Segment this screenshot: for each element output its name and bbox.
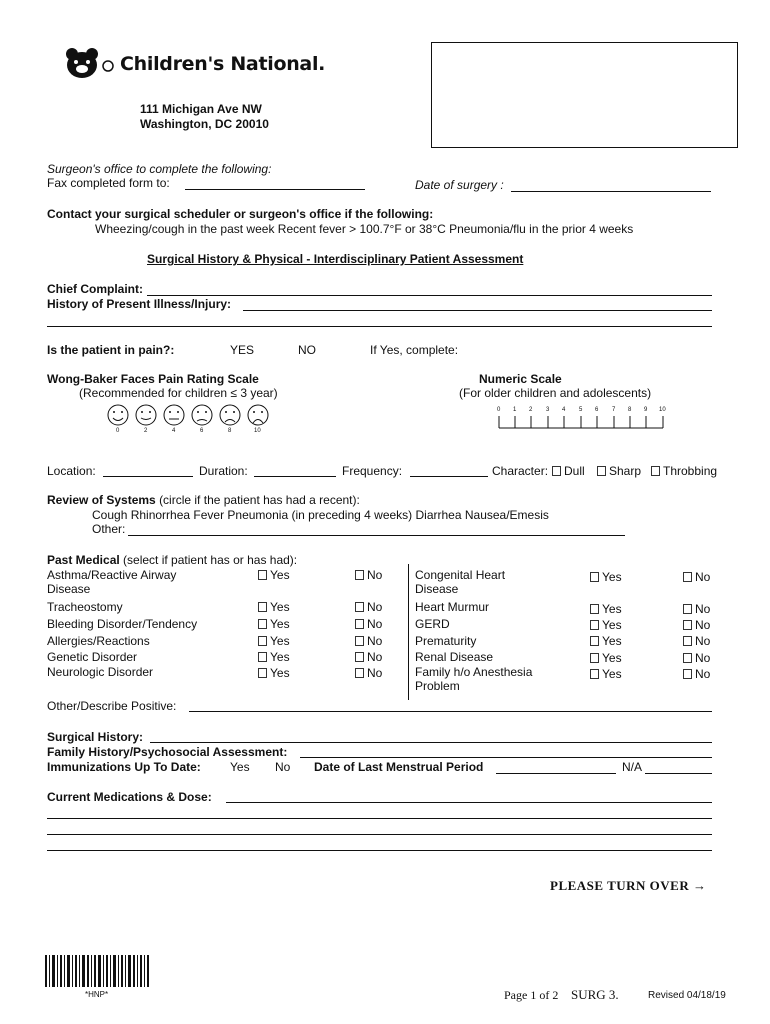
yes-label: Yes [602, 651, 622, 665]
checkbox-icon [258, 619, 267, 629]
no-option[interactable] [355, 568, 382, 582]
lmp-na-option[interactable]: N/A [622, 760, 643, 774]
tick: 2 [529, 407, 533, 413]
location-label: Location: [47, 464, 96, 478]
pm-left-row: Neurologic Disorder [47, 665, 154, 679]
yes-label: Yes [270, 600, 290, 614]
immunizations-label: Immunizations Up To Date: [47, 760, 201, 774]
character-throbbing[interactable] [651, 464, 717, 478]
ros-subtitle: (circle if the patient has had a recent): [159, 493, 360, 507]
pm-right-row [415, 665, 532, 693]
yes-option[interactable] [258, 666, 290, 680]
history-field-line2[interactable] [47, 326, 712, 327]
surgery-date-label: Date of surgery : [415, 178, 504, 192]
immunizations-yes[interactable]: Yes [230, 760, 250, 774]
no-option[interactable] [355, 650, 382, 664]
checkbox-icon [590, 669, 599, 679]
face-label: 6 [200, 428, 204, 434]
immunizations-no[interactable]: No [275, 760, 291, 774]
yes-option[interactable] [258, 568, 290, 582]
wong-baker-faces[interactable] [106, 402, 271, 431]
past-medical-heading [47, 553, 297, 567]
face-label: 4 [172, 428, 176, 434]
checkbox-icon [683, 636, 692, 646]
yes-option[interactable] [590, 667, 622, 681]
character-sharp[interactable] [597, 464, 641, 478]
yes-label: Yes [270, 568, 290, 582]
character-label: Character: [492, 464, 549, 478]
wong-baker-title: Wong-Baker Faces Pain Rating Scale [47, 372, 259, 386]
address-line2: Washington, DC 20010 [140, 117, 269, 131]
yes-option[interactable] [590, 651, 622, 665]
condition-label-cont: Disease [47, 582, 91, 596]
face-label: 2 [144, 428, 148, 434]
tick: 3 [546, 407, 550, 413]
lmp-field[interactable] [496, 773, 616, 774]
fax-field[interactable] [185, 189, 365, 190]
chief-complaint-label: Chief Complaint: [47, 282, 143, 296]
location-field[interactable] [103, 476, 193, 477]
no-label: No [367, 634, 383, 648]
pain-faces-icon [106, 402, 271, 428]
checkbox-icon [258, 652, 267, 662]
pm-left-row [47, 568, 176, 596]
checkbox-icon [355, 602, 364, 612]
contact-heading: Contact your surgical scheduler or surgeon's office if the following: [47, 207, 434, 221]
history-field[interactable] [243, 310, 712, 311]
address-line1: 111 Michigan Ave NW [140, 102, 262, 116]
ros-heading [47, 493, 360, 507]
revised-date: Revised 04/18/19 [648, 990, 726, 1001]
yes-option[interactable] [590, 618, 622, 632]
no-option[interactable] [355, 617, 382, 631]
yes-label: Yes [602, 570, 622, 584]
family-history-label: Family History/Psychosocial Assessment: [47, 745, 288, 759]
no-label: No [367, 650, 383, 664]
face-label: 8 [228, 428, 232, 434]
ros-items[interactable]: Cough Rhinorrhea Fever Pneumonia (in preceding 4 weeks) Diarrhea Nausea/Emesis [92, 508, 549, 522]
checkbox-icon [590, 572, 599, 582]
tick: 4 [562, 407, 566, 413]
no-label: No [367, 666, 383, 680]
barcode-label: *HNP* [85, 990, 109, 999]
checkbox-icon [590, 636, 599, 646]
chief-complaint-field[interactable] [147, 295, 712, 296]
no-label: No [695, 570, 711, 584]
yes-label: Yes [270, 666, 290, 680]
turn-over-note: PLEASE TURN OVER → [550, 878, 707, 893]
no-option[interactable] [683, 618, 710, 632]
no-label: No [695, 602, 711, 616]
throbbing-label: Throbbing [663, 464, 718, 478]
patient-label-box[interactable] [431, 42, 738, 148]
tick: 6 [595, 407, 599, 413]
surgery-date-field[interactable] [511, 191, 711, 192]
no-option[interactable] [683, 570, 710, 584]
face-label: 10 [254, 428, 261, 434]
checkbox-icon [258, 570, 267, 580]
pm-left-row: Genetic Disorder [47, 650, 138, 664]
checkbox-icon [683, 604, 692, 614]
duration-label: Duration: [199, 464, 248, 478]
tick: 7 [612, 407, 616, 413]
form-title: Surgical History & Physical - Interdisciplinary Patient Assessment [147, 252, 524, 266]
yes-option[interactable] [258, 650, 290, 664]
medications-field-line4[interactable] [47, 850, 712, 851]
checkbox-icon [683, 572, 692, 582]
dull-label: Dull [564, 464, 585, 478]
no-option[interactable] [355, 600, 382, 614]
no-label: No [695, 634, 711, 648]
no-label: No [367, 600, 383, 614]
contact-conditions: Wheezing/cough in the past week Recent fever > 100.7°F or 38°C Pneumonia/flu in the prior 4 weeks [95, 222, 634, 236]
checkbox-icon [552, 466, 561, 476]
medications-field-line3[interactable] [47, 834, 712, 835]
barcode [45, 955, 150, 990]
office-instruction: Surgeon's office to complete the following: [47, 162, 272, 176]
ros-other-label: Other: [92, 522, 126, 536]
yes-label: Yes [602, 667, 622, 681]
tick: 9 [644, 407, 648, 413]
yes-label: Yes [602, 618, 622, 632]
face-label: 0 [116, 428, 120, 434]
family-history-field[interactable] [300, 757, 712, 758]
checkbox-icon [355, 619, 364, 629]
pm-right-row: Renal Disease [415, 650, 494, 664]
surgical-history-label: Surgical History: [47, 730, 144, 744]
no-option[interactable] [683, 651, 710, 665]
checkbox-icon [355, 668, 364, 678]
yes-option[interactable] [590, 570, 622, 584]
ros-other-field[interactable] [128, 535, 625, 536]
checkbox-icon [683, 620, 692, 630]
frequency-label: Frequency: [342, 464, 403, 478]
org-name: Children's National. [120, 53, 326, 75]
medications-field[interactable] [226, 802, 712, 803]
checkbox-icon [590, 604, 599, 614]
yes-label: Yes [270, 634, 290, 648]
column-divider [408, 564, 409, 700]
no-option[interactable] [683, 602, 710, 616]
ros-title: Review of Systems [47, 493, 156, 507]
pm-left-row: Allergies/Reactions [47, 634, 150, 648]
pain-question: Is the patient in pain?: [47, 343, 175, 357]
no-option[interactable] [683, 667, 710, 681]
numeric-subtitle: (For older children and adolescents) [459, 386, 652, 400]
no-label: No [367, 617, 383, 631]
duration-field[interactable] [254, 476, 336, 477]
tick: 1 [513, 407, 517, 413]
no-label: No [695, 667, 711, 681]
history-label: History of Present Illness/Injury: [47, 297, 232, 311]
tick: 8 [628, 407, 632, 413]
condition-label-cont: Disease [415, 582, 459, 596]
checkbox-icon [683, 653, 692, 663]
checkbox-icon [258, 668, 267, 678]
bear-logo-icon [62, 46, 120, 80]
tick: 5 [579, 407, 583, 413]
checkbox-icon [355, 652, 364, 662]
barcode-icon [45, 955, 150, 987]
pain-yes-option[interactable]: YES [230, 343, 255, 357]
past-medical-title: Past Medical [47, 553, 120, 567]
fax-label: Fax completed form to: [47, 176, 170, 190]
pm-right-row: Prematurity [415, 634, 477, 648]
past-medical-subtitle: (select if patient has or has had): [123, 553, 298, 567]
wong-baker-subtitle: (Recommended for children ≤ 3 year) [79, 386, 278, 400]
checkbox-icon [258, 636, 267, 646]
checkbox-icon [590, 620, 599, 630]
pm-left-row: Bleeding Disorder/Tendency [47, 617, 198, 631]
yes-label: Yes [270, 650, 290, 664]
other-describe-label: Other/Describe Positive: [47, 699, 177, 713]
yes-label: Yes [602, 602, 622, 616]
pain-no-option[interactable]: NO [298, 343, 316, 357]
yes-option[interactable] [258, 634, 290, 648]
yes-option[interactable] [258, 617, 290, 631]
checkbox-icon [355, 636, 364, 646]
checkbox-icon [355, 570, 364, 580]
lmp-label: Date of Last Menstrual Period [314, 760, 484, 774]
no-option[interactable] [355, 666, 382, 680]
pm-left-row: Tracheostomy [47, 600, 123, 614]
medications-field-line2[interactable] [47, 818, 712, 819]
no-label: No [695, 618, 711, 632]
yes-option[interactable] [590, 634, 622, 648]
tick: 0 [497, 407, 501, 413]
no-option[interactable] [683, 634, 710, 648]
tick: 10 [659, 407, 666, 413]
checkbox-icon [651, 466, 660, 476]
condition-label: Congenital Heart [415, 568, 506, 582]
no-label: No [367, 568, 383, 582]
lmp-na-field[interactable] [645, 773, 712, 774]
yes-label: Yes [602, 634, 622, 648]
yes-option[interactable] [590, 602, 622, 616]
yes-option[interactable] [258, 600, 290, 614]
pain-if-yes: If Yes, complete: [370, 343, 459, 357]
no-option[interactable] [355, 634, 382, 648]
sharp-label: Sharp [609, 464, 642, 478]
frequency-field[interactable] [410, 476, 488, 477]
page-number: Page 1 of 2 [504, 988, 559, 1002]
numeric-title: Numeric Scale [479, 372, 562, 386]
character-dull[interactable] [552, 464, 585, 478]
pm-right-row [415, 568, 505, 596]
no-label: No [695, 651, 711, 665]
surgical-history-field[interactable] [150, 742, 712, 743]
condition-label: Family h/o Anesthesia [415, 665, 533, 679]
condition-label: Asthma/Reactive Airway [47, 568, 177, 582]
checkbox-icon [683, 669, 692, 679]
medications-label: Current Medications & Dose: [47, 790, 212, 804]
logo [62, 46, 120, 83]
checkbox-icon [590, 653, 599, 663]
form-code: SURG 3. [571, 987, 619, 1002]
pm-right-row: Heart Murmur [415, 600, 490, 614]
checkbox-icon [597, 466, 606, 476]
condition-label-cont: Problem [415, 679, 460, 693]
other-describe-field[interactable] [189, 711, 712, 712]
yes-label: Yes [270, 617, 290, 631]
checkbox-icon [258, 602, 267, 612]
pm-right-row: GERD [415, 617, 450, 631]
